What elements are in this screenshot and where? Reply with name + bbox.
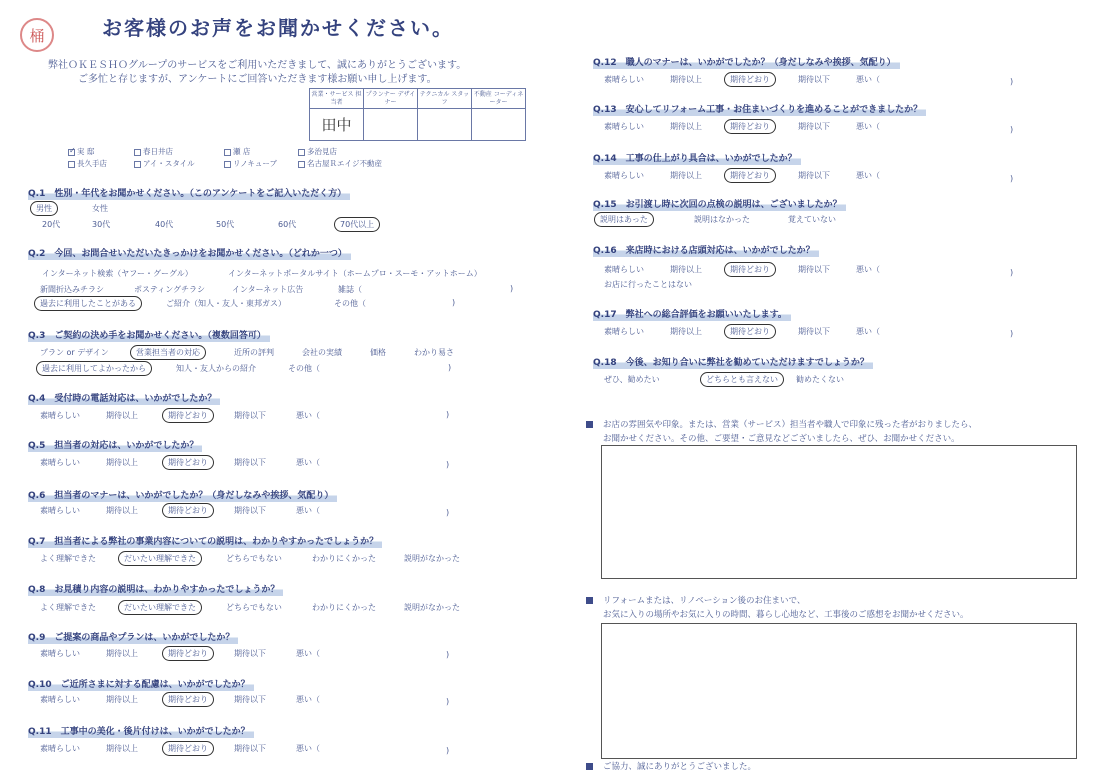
q17-paren-close: ) bbox=[1010, 329, 1014, 338]
q15-option-selected[interactable]: 説明はあった bbox=[594, 212, 654, 227]
q13-label: Q.13 安心してリフォーム工事・お住まいづくりを進めることができましたか？ bbox=[593, 101, 926, 116]
store-label: 名古屋Ｒエイジ不動産 bbox=[307, 159, 382, 168]
q14-option[interactable]: 悪い（ bbox=[856, 171, 880, 180]
comment1-textbox[interactable] bbox=[601, 445, 1077, 579]
q14-option-selected[interactable]: 期待どおり bbox=[724, 168, 776, 183]
q10-option[interactable]: 期待以上 bbox=[106, 695, 138, 704]
q1-option-selected[interactable]: 70代以上 bbox=[334, 217, 380, 232]
q9-option-selected[interactable]: 期待どおり bbox=[162, 646, 214, 661]
checkbox-icon bbox=[224, 149, 231, 156]
q5-option[interactable]: 悪い（ bbox=[296, 458, 320, 467]
q9-option[interactable]: 期待以下 bbox=[234, 649, 266, 658]
q5-option[interactable]: 期待以下 bbox=[234, 458, 266, 467]
q15-option[interactable]: 説明はなかった bbox=[694, 215, 750, 224]
q8-label: Q.8 お見積り内容の説明は、わかりやすかったでしょうか？ bbox=[28, 581, 283, 596]
q16-label: Q.16 来店時における店頭対応は、いかがでしたか？ bbox=[593, 242, 819, 257]
q14-option[interactable]: 素晴らしい bbox=[604, 171, 644, 180]
q14-label: Q.14 工事の仕上がり具合は、いかがでしたか？ bbox=[593, 150, 801, 165]
staff-value-sales[interactable]: 田中 bbox=[310, 109, 364, 141]
section-square-icon bbox=[586, 597, 593, 604]
q13-option[interactable]: 期待以上 bbox=[670, 122, 702, 131]
q12-paren-close: ) bbox=[1010, 77, 1014, 86]
comment2-prompt-line2: お気に入りの場所やお気に入りの時間、暮らし心地など、工事後のご感想をお聞かせください。 bbox=[603, 610, 969, 620]
q11-option[interactable]: 期待以上 bbox=[106, 744, 138, 753]
q7-option[interactable]: どちらでもない bbox=[226, 554, 282, 563]
q3-option[interactable]: 近所の評判 bbox=[234, 348, 274, 357]
q3-option[interactable]: プラン or デザイン bbox=[40, 348, 109, 357]
q17-option[interactable]: 期待以下 bbox=[798, 327, 830, 336]
q12-option[interactable]: 素晴らしい bbox=[604, 75, 644, 84]
q3-paren-close: ) bbox=[448, 363, 452, 372]
q8-option-selected[interactable]: だいたい理解できた bbox=[118, 600, 202, 615]
checkbox-icon bbox=[134, 149, 141, 156]
q13-option-selected[interactable]: 期待どおり bbox=[724, 119, 776, 134]
q8-option[interactable]: よく理解できた bbox=[40, 603, 96, 612]
q6-option[interactable]: 期待以上 bbox=[106, 506, 138, 515]
store-label: 長久手店 bbox=[77, 159, 107, 168]
q5-label: Q.5 担当者の対応は、いかがでしたか？ bbox=[28, 437, 202, 452]
q13-paren-close: ) bbox=[1010, 125, 1014, 134]
checkbox-icon bbox=[298, 161, 305, 168]
q2-option-selected[interactable]: 過去に利用したことがある bbox=[34, 296, 142, 311]
q10-option[interactable]: 悪い（ bbox=[296, 695, 320, 704]
q2-paren-close: ) bbox=[510, 284, 514, 293]
q12-option[interactable]: 期待以上 bbox=[670, 75, 702, 84]
q5-option[interactable]: 素晴らしい bbox=[40, 458, 80, 467]
store-label: 多治見店 bbox=[307, 147, 337, 156]
q6-option[interactable]: 素晴らしい bbox=[40, 506, 80, 515]
q17-option[interactable]: 悪い（ bbox=[856, 327, 880, 336]
section-square-icon bbox=[586, 421, 593, 428]
q4-option[interactable]: 期待以上 bbox=[106, 411, 138, 420]
checkbox-icon bbox=[298, 149, 305, 156]
q15-option[interactable]: 覚えていない bbox=[788, 215, 836, 224]
q9-label: Q.9 ご提案の商品やプランは、いかがでしたか？ bbox=[28, 629, 238, 644]
company-seal-logo: 桶 bbox=[20, 18, 54, 52]
staff-value-planner[interactable] bbox=[364, 109, 418, 141]
q17-option[interactable]: 素晴らしい bbox=[604, 327, 644, 336]
q3-option-selected[interactable]: 過去に利用してよかったから bbox=[36, 361, 152, 376]
staff-header-technical: テクニカル スタッフ bbox=[418, 89, 472, 109]
q13-option[interactable]: 期待以下 bbox=[798, 122, 830, 131]
q11-option[interactable]: 悪い（ bbox=[296, 744, 320, 753]
q14-paren-close: ) bbox=[1010, 174, 1014, 183]
q11-label: Q.11 工事中の美化・後片付けは、いかがでしたか？ bbox=[28, 723, 254, 738]
store-option[interactable] bbox=[68, 158, 107, 169]
q4-paren-close: ) bbox=[446, 410, 450, 419]
comment1-prompt-line2: お聞かせください。その他、ご要望・ご意見などございましたら、ぜひ、お聞かせください。 bbox=[603, 434, 960, 444]
q5-option[interactable]: 期待以上 bbox=[106, 458, 138, 467]
q8-option[interactable]: わかりにくかった bbox=[312, 603, 376, 612]
q16-option[interactable]: お店に行ったことはない bbox=[604, 280, 692, 289]
q7-option[interactable]: わかりにくかった bbox=[312, 554, 376, 563]
q17-option-selected[interactable]: 期待どおり bbox=[724, 324, 776, 339]
staff-value-technical[interactable] bbox=[418, 109, 472, 141]
q11-option[interactable]: 素晴らしい bbox=[40, 744, 80, 753]
q13-option[interactable]: 悪い（ bbox=[856, 122, 880, 131]
staff-header-planner: プランナー デザイナー bbox=[364, 89, 418, 109]
q16-option[interactable]: 素晴らしい bbox=[604, 265, 644, 274]
q2-label: Q.2 今回、お問合せいただいたきっかけをお聞かせください。（どれか一つ） bbox=[28, 245, 351, 260]
q12-option[interactable]: 悪い（ bbox=[856, 75, 880, 84]
store-label: 春日井店 bbox=[143, 147, 173, 156]
q14-option[interactable]: 期待以上 bbox=[670, 171, 702, 180]
staff-table bbox=[309, 88, 526, 141]
q1-option[interactable]: 50代 bbox=[216, 220, 235, 229]
comment1-prompt-line1: お店の雰囲気や印象。または、営業（サービス）担当者や職人で印象に残った者がおりましたら、 bbox=[603, 420, 978, 430]
q10-paren-close: ) bbox=[446, 697, 450, 706]
q7-option[interactable]: 説明がなかった bbox=[404, 554, 460, 563]
q16-option[interactable]: 悪い（ bbox=[856, 265, 880, 274]
q3-option[interactable]: 知人・友人からの紹介 bbox=[176, 364, 256, 373]
q4-option[interactable]: 悪い（ bbox=[296, 411, 320, 420]
q12-option-selected[interactable]: 期待どおり bbox=[724, 72, 776, 87]
store-option[interactable] bbox=[298, 158, 382, 169]
q3-option-selected[interactable]: 営業担当者の対応 bbox=[130, 345, 206, 360]
store-option[interactable] bbox=[224, 146, 250, 157]
checkbox-icon bbox=[68, 161, 75, 168]
q4-option[interactable]: 期待以下 bbox=[234, 411, 266, 420]
q2-option[interactable]: その他（ bbox=[334, 299, 366, 308]
q1-option-selected[interactable]: 男性 bbox=[30, 201, 58, 216]
checkbox-icon bbox=[224, 161, 231, 168]
checkbox-icon bbox=[134, 161, 141, 168]
q18-option-selected[interactable]: どちらとも言えない bbox=[700, 372, 784, 387]
q3-option[interactable]: わかり易さ bbox=[414, 348, 454, 357]
q1-option[interactable]: 女性 bbox=[92, 204, 108, 213]
q6-option[interactable]: 悪い（ bbox=[296, 506, 320, 515]
q10-option-selected[interactable]: 期待どおり bbox=[162, 692, 214, 707]
q4-option-selected[interactable]: 期待どおり bbox=[162, 408, 214, 423]
store-option[interactable] bbox=[68, 146, 94, 157]
q1-option[interactable]: 40代 bbox=[155, 220, 174, 229]
store-label: リノキューブ bbox=[233, 159, 278, 168]
q7-option[interactable]: よく理解できた bbox=[40, 554, 96, 563]
q2-option[interactable]: インターネット広告 bbox=[232, 285, 304, 294]
q2-option[interactable]: ポスティングチラシ bbox=[134, 285, 206, 294]
q4-option[interactable]: 素晴らしい bbox=[40, 411, 80, 420]
q12-option[interactable]: 期待以下 bbox=[798, 75, 830, 84]
store-option[interactable] bbox=[134, 146, 173, 157]
thanks-message: ご協力、誠にありがとうございました。 bbox=[603, 762, 757, 772]
q6-option[interactable]: 期待以下 bbox=[234, 506, 266, 515]
store-label: 瀬 店 bbox=[233, 147, 251, 156]
q10-option[interactable]: 素晴らしい bbox=[40, 695, 80, 704]
survey-title: お客様のお声をお聞かせください。 bbox=[102, 16, 454, 40]
q16-paren-close: ) bbox=[1010, 268, 1014, 277]
q6-label: Q.6 担当者のマナーは、いかがでしたか？（身だしなみや挨拶、気配り） bbox=[28, 487, 337, 502]
q11-option[interactable]: 期待以下 bbox=[234, 744, 266, 753]
q12-label: Q.12 職人のマナーは、いかがでしたか？（身だしなみや挨拶、気配り） bbox=[593, 54, 900, 69]
q10-label: Q.10 ご近所さまに対する配慮は、いかがでしたか？ bbox=[28, 676, 254, 691]
q1-option[interactable]: 60代 bbox=[278, 220, 297, 229]
q3-label: Q.3 ご契約の決め手をお聞かせください。（複数回答可） bbox=[28, 327, 270, 342]
q8-option[interactable]: 説明がなかった bbox=[404, 603, 460, 612]
q13-option[interactable]: 素晴らしい bbox=[604, 122, 644, 131]
q2-option[interactable]: 雑誌（ bbox=[338, 285, 362, 294]
q18-option[interactable]: 勧めたくない bbox=[796, 375, 844, 384]
q2-option[interactable]: 新聞折込みチラシ bbox=[40, 285, 104, 294]
q4-label: Q.4 受付時の電話対応は、いかがでしたか？ bbox=[28, 390, 220, 405]
staff-value-realestate[interactable] bbox=[472, 109, 526, 141]
q2-option[interactable]: インターネットポータルサイト（ホームプロ・スーモ・アットホーム） bbox=[228, 269, 482, 278]
q10-option[interactable]: 期待以下 bbox=[234, 695, 266, 704]
q11-paren-close: ) bbox=[446, 746, 450, 755]
section-square-icon bbox=[586, 763, 593, 770]
q17-label: Q.17 弊社への総合評価をお願いいたします。 bbox=[593, 306, 791, 321]
q3-option[interactable]: 会社の実績 bbox=[302, 348, 342, 357]
q2-option[interactable]: ご紹介（知人・友人・東邦ガス） bbox=[166, 299, 286, 308]
intro-line-1: 弊社ＯＫＥＳＨＯグループのサービスをご利用いただきまして、誠にありがとうございます。 bbox=[48, 60, 467, 71]
checkbox-checked-icon: ✓ bbox=[69, 145, 76, 155]
q14-option[interactable]: 期待以下 bbox=[798, 171, 830, 180]
q6-option-selected[interactable]: 期待どおり bbox=[162, 503, 214, 518]
q1-option[interactable]: 30代 bbox=[92, 220, 111, 229]
q9-paren-close: ) bbox=[446, 650, 450, 659]
q9-option[interactable]: 悪い（ bbox=[296, 649, 320, 658]
store-label: 実 邸 bbox=[77, 147, 95, 156]
q3-option[interactable]: 価格 bbox=[370, 348, 386, 357]
q1-option[interactable]: 20代 bbox=[42, 220, 61, 229]
q18-label: Q.18 今後、お知り合いに弊社を勧めていただけますでしょうか？ bbox=[593, 354, 873, 369]
store-label: アイ・スタイル bbox=[143, 159, 195, 168]
q17-option[interactable]: 期待以上 bbox=[670, 327, 702, 336]
comment2-prompt-line1: リフォームまたは、リノベーション後のお住まいで、 bbox=[603, 596, 806, 606]
q6-paren-close: ) bbox=[446, 508, 450, 517]
q1-label: Q.1 性別・年代をお聞かせください。（このアンケートをご記入いただく方） bbox=[28, 185, 350, 200]
q2-option[interactable]: インターネット検索（ヤフー・グーグル） bbox=[42, 269, 193, 278]
store-option[interactable] bbox=[298, 146, 337, 157]
q8-option[interactable]: どちらでもない bbox=[226, 603, 282, 612]
comment2-textbox[interactable] bbox=[601, 623, 1077, 759]
q5-option-selected[interactable]: 期待どおり bbox=[162, 455, 214, 470]
q3-option[interactable]: その他（ bbox=[288, 364, 320, 373]
store-option[interactable] bbox=[224, 158, 277, 169]
q11-option-selected[interactable]: 期待どおり bbox=[162, 741, 214, 756]
q7-option-selected[interactable]: だいたい理解できた bbox=[118, 551, 202, 566]
intro-line-2: ご多忙と存じますが、アンケートにご回答いただきます様お願い申し上げます。 bbox=[78, 74, 437, 85]
q18-option[interactable]: ぜひ、勧めたい bbox=[604, 375, 660, 384]
q16-option-selected[interactable]: 期待どおり bbox=[724, 262, 776, 277]
q5-paren-close: ) bbox=[446, 460, 450, 469]
q9-option[interactable]: 期待以上 bbox=[106, 649, 138, 658]
q16-option[interactable]: 期待以下 bbox=[798, 265, 830, 274]
store-option[interactable] bbox=[134, 158, 195, 169]
q15-label: Q.15 お引渡し時に次回の点検の説明は、ございましたか？ bbox=[593, 196, 846, 211]
q16-option[interactable]: 期待以上 bbox=[670, 265, 702, 274]
staff-header-sales: 営業・サービス 担当者 bbox=[310, 89, 364, 109]
q7-label: Q.7 担当者による弊社の事業内容についての説明は、わかりやすかったでしょうか？ bbox=[28, 533, 382, 548]
staff-header-realestate: 不動産 コーディネーター bbox=[472, 89, 526, 109]
q9-option[interactable]: 素晴らしい bbox=[40, 649, 80, 658]
q2-paren-close: ) bbox=[452, 298, 456, 307]
